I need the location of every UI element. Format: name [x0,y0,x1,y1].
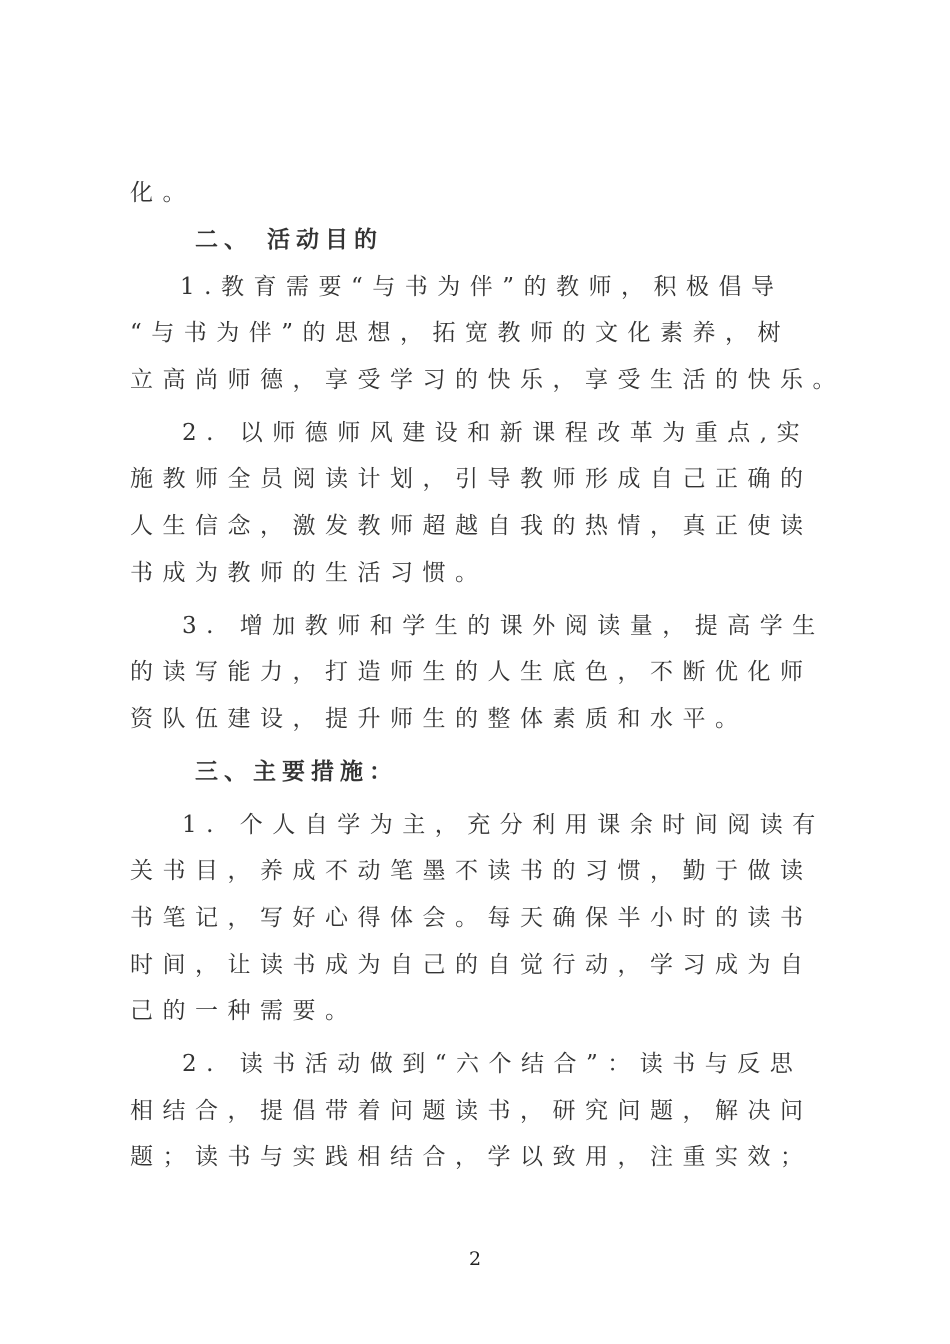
paragraph-line: 3. 增加教师和学生的课外阅读量，提高学生 [182,613,825,639]
paragraph-line: 己的一种需要。 [130,998,358,1024]
section-heading: 二、 活动目的 [195,226,384,253]
paragraph-line: 书笔记，写好心得体会。每天确保半小时的读书 [130,905,813,931]
paragraph-line: 化。 [130,180,195,206]
paragraph-line: 的读写能力，打造师生的人生底色，不断优化师 [130,659,813,685]
section-heading: 三、主要措施： [195,758,398,785]
paragraph-line: 人生信念，激发教师超越自我的热情，真正使读 [130,513,813,539]
paragraph-line: 立高尚师德，享受学习的快乐，享受生活的快乐。 [130,367,845,393]
paragraph-line: 施教师全员阅读计划，引导教师形成自己正确的 [130,466,813,492]
paragraph-line: 时间，让读书成为自己的自觉行动，学习成为自 [130,952,813,978]
paragraph-line: 关书目，养成不动笔墨不读书的习惯，勤于做读 [130,858,813,884]
paragraph-line: 2. 以师德师风建设和新课程改革为重点,实 [182,420,810,446]
paragraph-line: 相结合，提倡带着问题读书，研究问题，解决问 [130,1098,813,1124]
paragraph-line: 2. 读书活动做到“六个结合”：读书与反思 [182,1051,803,1077]
paragraph-line: 资队伍建设，提升师生的整体素质和水平。 [130,706,748,732]
paragraph-line: 1. 个人自学为主，充分利用课余时间阅读有 [182,812,825,838]
paragraph-line: 书成为教师的生活习惯。 [130,560,488,586]
page-number: 2 [468,1248,482,1270]
paragraph-line: 题；读书与实践相结合，学以致用，注重实效； [130,1144,813,1170]
paragraph-line: “与书为伴”的思想，拓宽教师的文化素养，树 [130,320,791,346]
paragraph-line: 1.教育需要“与书为伴”的教师，积极倡导 [180,274,784,300]
